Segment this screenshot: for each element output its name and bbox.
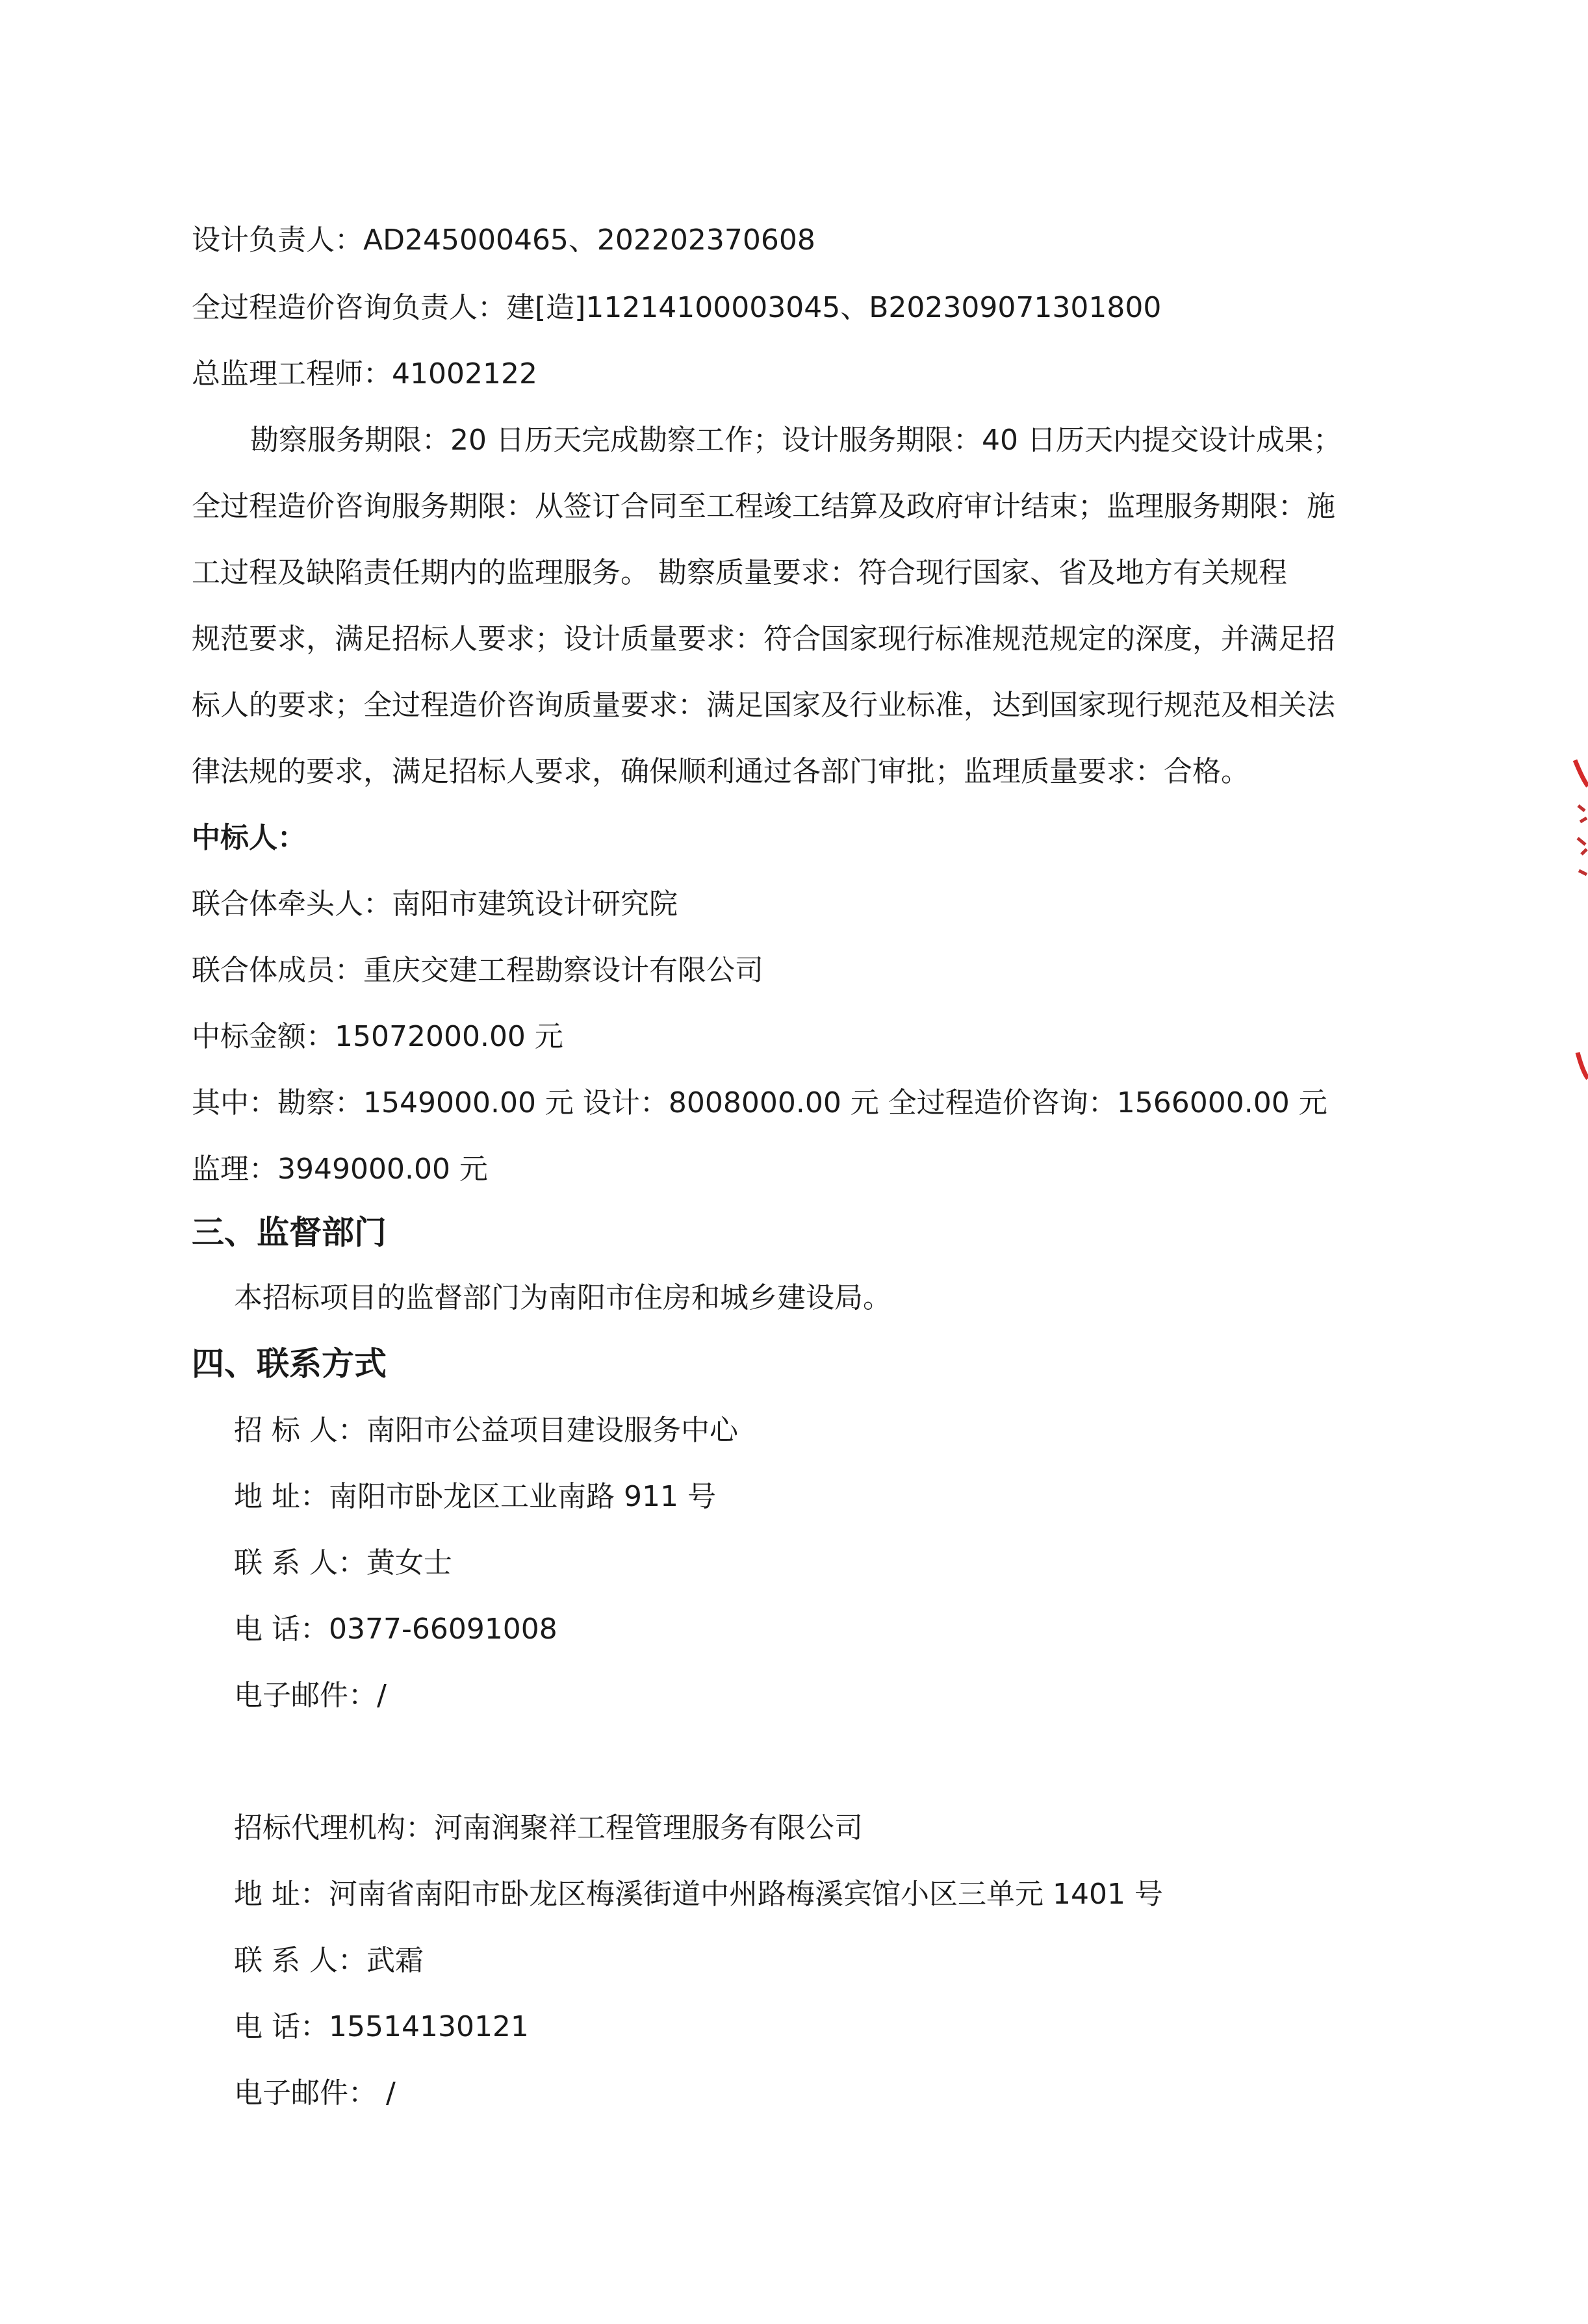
tenderer-phone-line: 电 话：0377-66091008 [234, 1613, 557, 1646]
tenderer-line: 招 标 人：南阳市公益项目建设服务中心 [234, 1414, 738, 1447]
agency-phone-line: 电 话：15514130121 [234, 2010, 529, 2043]
agency-line: 招标代理机构：河南润聚祥工程管理服务有限公司 [234, 1811, 863, 1845]
lead-member-line: 联合体牵头人：南阳市建筑设计研究院 [192, 887, 678, 921]
agency-address-line: 地 址：河南省南阳市卧龙区梅溪街道中州路梅溪宾馆小区三单元 1401 号 [234, 1878, 1163, 1911]
design-lead-line: 设计负责人：AD245000465、202202370608 [192, 223, 815, 257]
section-4-heading: 四、联系方式 [192, 1345, 387, 1383]
tenderer-email-line: 电子邮件：/ [234, 1679, 387, 1712]
section-3-heading: 三、监督部门 [192, 1214, 387, 1251]
agency-email-line: 电子邮件： / [234, 2076, 396, 2110]
service-period-para-line-4: 规范要求，满足招标人要求；设计质量要求：符合国家现行标准规范规定的深度，并满足招 [192, 622, 1335, 656]
red-seal-fragment [1549, 741, 1588, 1105]
cost-lead-line: 全过程造价咨询负责人：建[造]11214100003045、B202309071301800 [192, 291, 1162, 324]
supervision-line: 监理：3949000.00 元 [192, 1153, 488, 1186]
tenderer-contact-line: 联 系 人：黄女士 [234, 1546, 452, 1579]
breakdown-line: 其中：勘察：1549000.00 元 设计：8008000.00 元 全过程造价咨询：1566000.00 元 [192, 1086, 1327, 1119]
chief-supervisor-line: 总监理工程师：41002122 [192, 357, 537, 390]
section-3-text: 本招标项目的监督部门为南阳市住房和城乡建设局。 [234, 1281, 891, 1314]
service-period-para-line-3: 工过程及缺陷责任期内的监理服务。 勘察质量要求：符合现行国家、省及地方有关规程 [192, 556, 1287, 589]
service-period-para-line-2: 全过程造价咨询服务期限：从签订合同至工程竣工结算及政府审计结束；监理服务期限：施 [192, 490, 1335, 523]
agency-contact-line: 联 系 人：武霜 [234, 1944, 424, 1977]
service-period-para-line-5: 标人的要求；全过程造价咨询质量要求：满足国家及行业标准，达到国家现行规范及相关法 [192, 689, 1335, 722]
amount-line: 中标金额：15072000.00 元 [192, 1020, 563, 1053]
tenderer-address-line: 地 址：南阳市卧龙区工业南路 911 号 [234, 1480, 716, 1513]
service-period-para-line-6: 律法规的要求，满足招标人要求，确保顺利通过各部门审批；监理质量要求：合格。 [192, 755, 1249, 788]
winner-label: 中标人： [192, 821, 306, 854]
member-line: 联合体成员：重庆交建工程勘察设计有限公司 [192, 954, 763, 987]
service-period-para-line-1: 勘察服务期限：20 日历天完成勘察工作；设计服务期限：40 日历天内提交设计成果； [250, 424, 1342, 457]
